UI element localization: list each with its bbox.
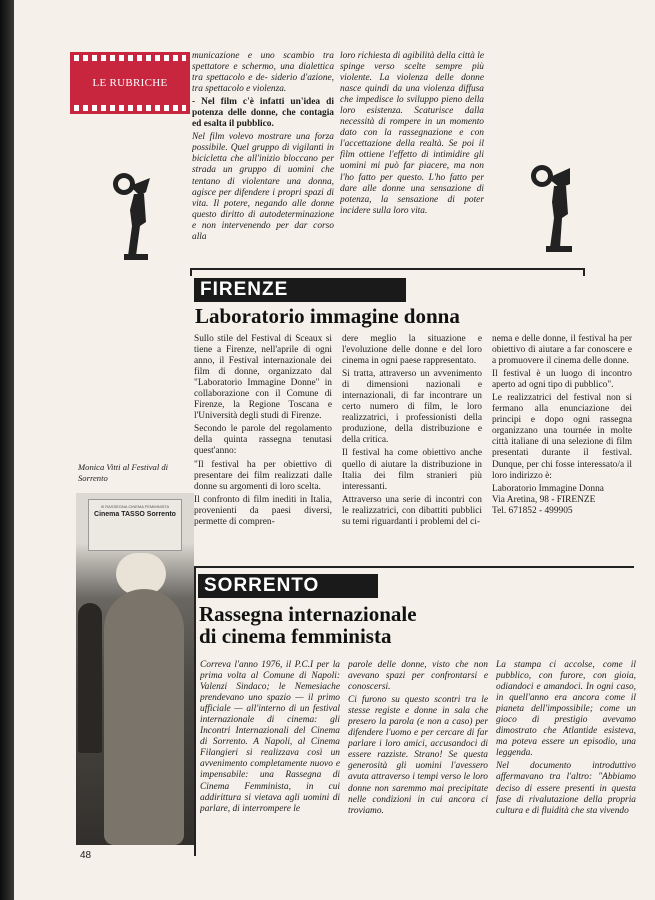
rubriche-badge [70,52,190,114]
film-strip-bottom [74,105,186,111]
firenze-col1: Sullo stile del Festival di Sceaux si tiene a Firenze, nell'aprile di ogni anno, il Festival internazionale dei film di donne, organizzato dal "Laboratorio Immagine Donne" in collaborazione con il Comune di Firenze, la Regione Toscana e l'Università degli studi di Firenze. Secondo le parole del regolamento della quinta rassegna tenutasi quest'anno: "Il festival ha per obiettivo di presentare dei film realizzati dalle donne su argomenti di loro scelta. Il confronto di film inediti in Italia, provenienti da paesi diversi, permette di compren- [194,334,332,527]
divider-firenze-left [190,268,192,276]
winged-victory-statue-icon-left [110,170,160,262]
divider-firenze-top [190,268,585,270]
sorrento-col3: La stampa ci accolse, come il pubblico, con furore, con gioia, odiandoci e amandoci. In ogni caso, in quell'anno era ancora come il pianeta dell'impossibile; come un gioco di prestigio avevamo dimostrato che Atlantide esisteva, ma poteva essere un episodio, una leggenda. Nel documento introduttivo affermavano tra l'altro: "Abbiamo deciso di essere presenti in questa fase di rivalutazione della propria cultura e di fluidità che sta vivendo [496,660,636,816]
firenze-section-bar: FIRENZE [194,278,406,302]
background-figure-shape [78,603,102,753]
monica-vitti-photo [76,493,194,845]
divider-firenze-right [583,268,585,276]
top-col1-intro: municazione e uno scambio tra spettatore e schermo, una dialettica tra spettacolo e de- siderio d'azione, tra spettacolo e violenza. [192,51,334,95]
page-number: 48 [80,850,92,861]
top-article-col2 [340,51,484,266]
winged-victory-statue-icon-right [530,162,582,254]
top-article-col1 [192,51,334,266]
sorrento-col2: parole delle donne, visto che non avevano spazi per confrontarsi e conoscersi. Ci furono su questo scontri tra le stesse registe e donne in sala che presero la parola (e non a caso) per difendere l'uomo e per cercare di far parlare i loro amici, accusandoci di essere razziste. Strano! Se questa generosità gli uomini l'avessero avuta attraverso i tempi verso le loro donne non saremmo mai precipitate nelle condizioni in cui ancora ci troviamo. [348,660,488,816]
firenze-col2: dere meglio la situazione e l'evoluzione delle donne e del loro cinema in ogni paese rappresentato. Si tratta, attraverso un avvenimento di dimensioni nazionali e internazionali, di far incontrare un certo numero di film, le loro realizzatrici, i professionisti della produzione, della distribuzione e della critica. Il festival ha come obiettivo anche quello di aiutare la distribuzione in Italia dei film stranieri più interessanti. Attraverso una serie di incontri con le realizzatrici, con dibattiti pubblici su temi riguardanti i problemi del ci- [342,334,482,527]
sorrento-col1: Correva l'anno 1976, il P.C.I per la prima volta al Comune di Napoli: Valenzi Sindaco; le Nemesiache prendevano uno spazio — il primo ufficiale — all'interno di un festival internazionale di cinema: gli Incontri Internazionali del Cinema di Sorrento. A Napoli, al Cinema Filangieri si realizzava così un avvenimento completamente nuovo e impensabile: una Rassegna di Cinema Femminista, in cui addirittura si vietava agli uomini di parlare, di interrompere le [200,660,340,814]
top-col1-question: - Nel film c'è infatti un'idea di potenza delle donne, che contagia ed esalta il pubblico. [192,97,334,130]
festival-poster: III RASSEGNA CINEMA FEMMINISTA Cinema TASSO Sorrento [88,499,182,551]
firenze-col3: nema e delle donne, il festival ha per obiettivo di aiutare a far conoscere e a promuovere il cinema delle donne. Il festival è un luogo di incontro aperto ad ogni tipo di pubblico". Le realizzatrici del festival non si fermano alla enunciazione dei principi e dopo ogni rassegna organizzano una tournée in molte città italiane di una selezione di film presentati durante il festival. Dunque, per chi fosse interessato/a il loro indirizzo è: Laboratorio Immagine Donna Via Aretina, 98 - FIRENZE Tel. 671852 - 499905 [492,334,632,516]
firenze-headline: Laboratorio immagine donna [195,304,460,328]
sorrento-section-bar: SORRENTO [198,574,378,598]
sorrento-headline: Rassegna internazionale di cinema femminista [199,602,417,648]
top-col2-text: loro richiesta di agibilità della città le spinge verso scelte sempre più violente. La violenza delle donne nasce quindi da una violenza diffusa che impedisce lo sviluppo pieno della loro esistenza. Scaturisce dalla necessità di rompere in un momento dato con la rassegnazione e con l'accettazione della realtà. Se poi il film ottiene l'effetto di intimidire gli uomini mi può far piacere, ma non l'ho fatto per questo. L'ho fatto per dare alle donne una sensazione di potenza, la sensazione di poter incidere sulla loro vita. [340,51,484,216]
divider-sorrento-top [194,566,634,568]
top-col1-answer: Nel film volevo mostrare una forza possibile. Quel gruppo di vigilanti in bicicletta che all'inizio bloccano per strada un gruppo di uomini che tentano di violentare una donna, agisce per difendere i propri spazi di vita. Il potere, negando alle donne questo diritto di autodeterminazione e non intervenendo per dar corso alla [192,132,334,242]
book-spine [0,0,14,900]
photo-caption: Monica Vitti al Festival di Sorrento [78,462,169,483]
film-strip-top [74,55,186,61]
divider-sorrento-left [194,566,196,856]
patterned-coat-shape [104,589,184,845]
rubriche-label: LE RUBRICHE [92,77,168,89]
